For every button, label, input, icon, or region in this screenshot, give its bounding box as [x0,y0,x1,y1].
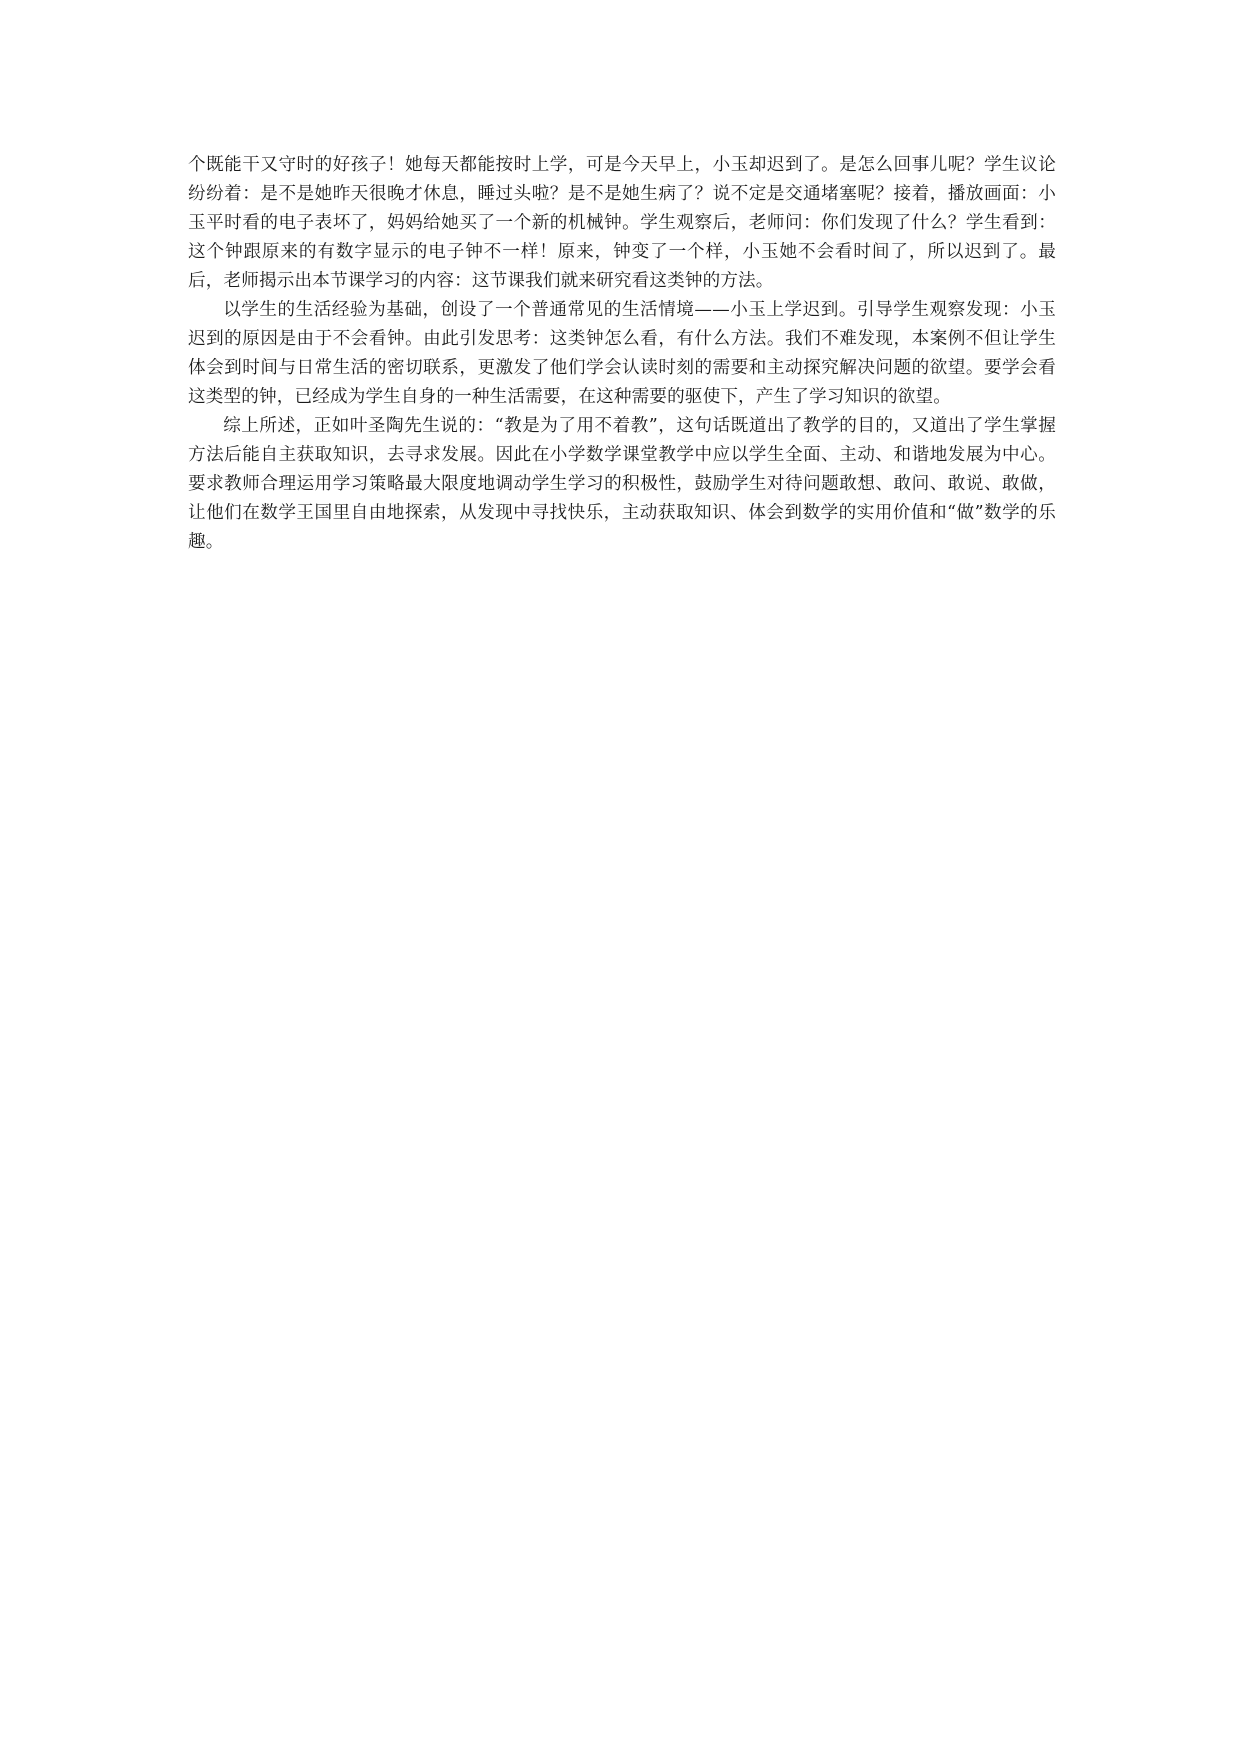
paragraph-analysis: 以学生的生活经验为基础，创设了一个普通常见的生活情境——小玉上学迟到。引导学生观察发现：小玉迟到的原因是由于不会看钟。由此引发思考：这类钟怎么看，有什么方法。我们不难发现，本案例不但让学生体会到时间与日常生活的密切联系，更激发了他们学会认读时刻的需要和主动探究解决问题的欲望。要学会看这类型的钟，已经成为学生自身的一种生活需要，在这种需要的驱使下，产生了学习知识的欲望。 [188,300,1056,407]
document-body [188,151,1056,557]
paragraph-story-continuation: 个既能干又守时的好孩子！她每天都能按时上学，可是今天早上，小玉却迟到了。是怎么回事儿呢？学生议论纷纷着：是不是她昨天很晚才休息，睡过头啦？是不是她生病了？说不定是交通堵塞呢？接着，播放画面：小玉平时看的电子表坏了，妈妈给她买了一个新的机械钟。学生观察后，老师问：你们发现了什么？学生看到：这个钟跟原来的有数字显示的电子钟不一样！原来，钟变了一个样，小玉她不会看时间了，所以迟到了。最后，老师揭示出本节课学习的内容：这节课我们就来研究看这类钟的方法。 [188,155,1056,291]
paragraph-conclusion: 综上所述，正如叶圣陶先生说的：“教是为了用不着教”，这句话既道出了教学的目的，又道出了学生掌握方法后能自主获取知识，去寻求发展。因此在小学数学课堂教学中应以学生全面、主动、和谐地发展为中心。要求教师合理运用学习策略最大限度地调动学生学习的积极性，鼓励学生对待问题敢想、敢问、敢说、敢做，让他们在数学王国里自由地探索，从发现中寻找快乐，主动获取知识、体会到数学的实用价值和“做”数学的乐趣。 [188,416,1056,552]
